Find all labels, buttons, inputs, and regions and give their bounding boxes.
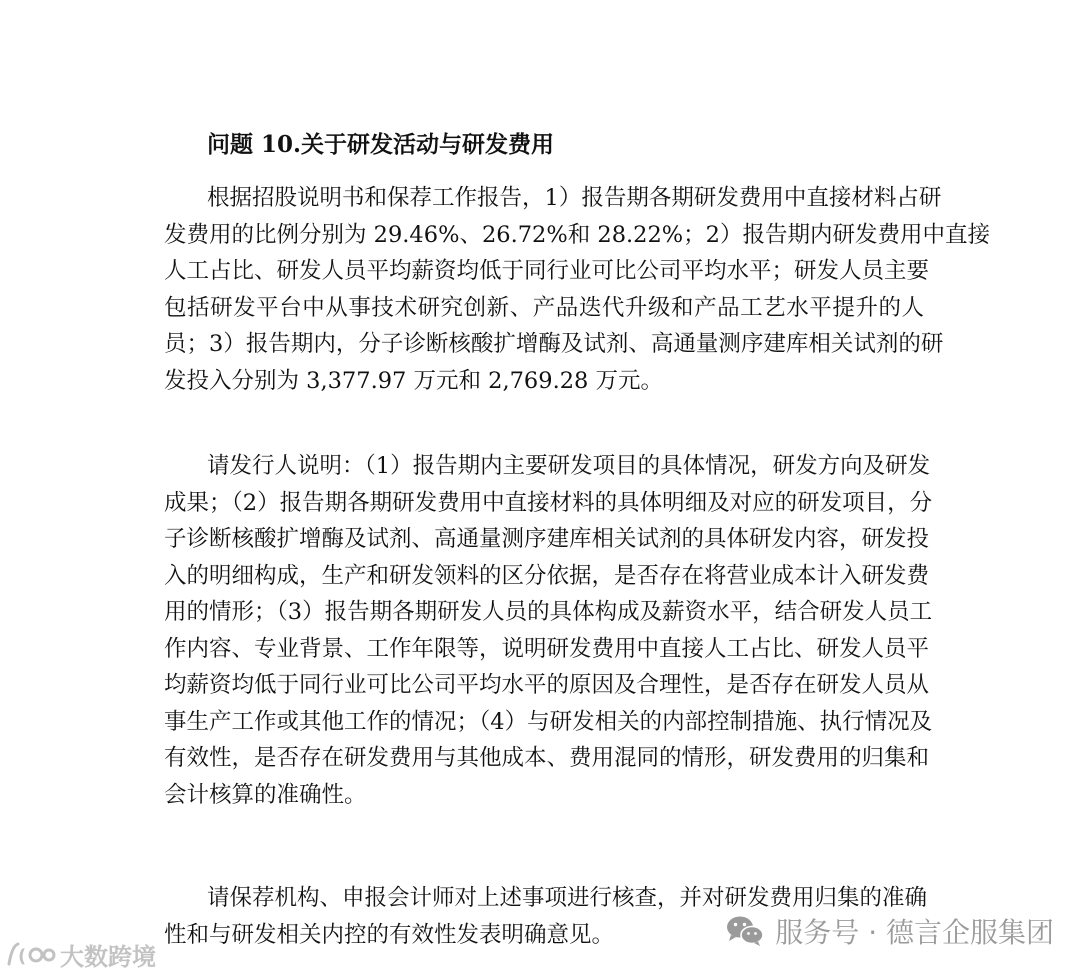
paragraph-line: 性和与研发相关内控的有效性发表明确意见。 (164, 921, 615, 948)
paragraph-line: 发投入分别为 3,377.97 万元和 2,769.28 万元。 (164, 367, 663, 394)
paragraph-line: 包括研发平台中从事技术研究创新、产品迭代升级和产品工艺水平提升的人 (164, 294, 924, 321)
dashuju-logo-icon (6, 940, 56, 968)
paragraph-background (164, 180, 990, 399)
paragraph-line: 成果；（2）报告期各期研发费用中直接材料的具体明细及对应的研发项目，分 (164, 489, 933, 516)
paragraph-line: 发费用的比例分别为 29.46%、26.72%和 28.22%；2）报告期内研发费用中直接 (164, 221, 990, 248)
paragraph-line: 请保荐机构、申报会计师对上述事项进行核查，并对研发费用归集的准确 (207, 885, 928, 911)
paragraph-line: 根据招股说明书和保荐工作报告，1）报告期各期研发费用中直接材料占研 (207, 185, 942, 211)
paragraph-line: 有效性，是否存在研发费用与其他成本、费用混同的情形，研发费用的归集和 (164, 745, 930, 771)
watermark-service-account (725, 906, 1054, 956)
watermark-service-account-text: 服务号 · 德言企服集团 (775, 916, 1054, 949)
paragraph-line: 事生产工作或其他工作的情况；（4）与研发相关的内部控制措施、执行情况及 (164, 708, 933, 735)
paragraph-line: 入的明细构成，生产和研发领料的区分依据，是否存在将营业成本计入研发费 (164, 562, 930, 589)
watermark-dashuju (6, 938, 156, 970)
watermark-dashuju-text: 大数跨境 (60, 942, 156, 971)
paragraph-line: 子诊断核酸扩增酶及试剂、高通量测序建库相关试剂的具体研发内容，研发投 (164, 526, 930, 552)
paragraph-line: 作内容、专业背景、工作年限等，说明研发费用中直接人工占比、研发人员平 (164, 635, 930, 662)
paragraph-line: 会计核算的准确性。 (164, 781, 367, 808)
svg-text:(: ( (18, 946, 27, 967)
paragraph-issuer-request (164, 448, 933, 813)
paragraph-line: 请发行人说明：（1）报告期内主要研发项目的具体情况，研发方向及研发 (207, 453, 931, 479)
paragraph-line: 用的情形；（3）报告期各期研发人员的具体构成及薪资水平，结合研发人员工 (164, 599, 933, 625)
paragraph-line: 均薪资均低于同行业可比公司平均水平的原因及合理性，是否存在研发人员从 (164, 672, 930, 698)
question-heading: 问题 10.关于研发活动与研发费用 (207, 131, 555, 158)
paragraph-line: 人工占比、研发人员平均薪资均低于同行业可比公司平均水平；研发人员主要 (164, 258, 930, 284)
wechat-icon (725, 914, 765, 948)
paragraph-line: 员；3）报告期内，分子诊断核酸扩增酶及试剂、高通量测序建库相关试剂的研 (164, 331, 944, 357)
